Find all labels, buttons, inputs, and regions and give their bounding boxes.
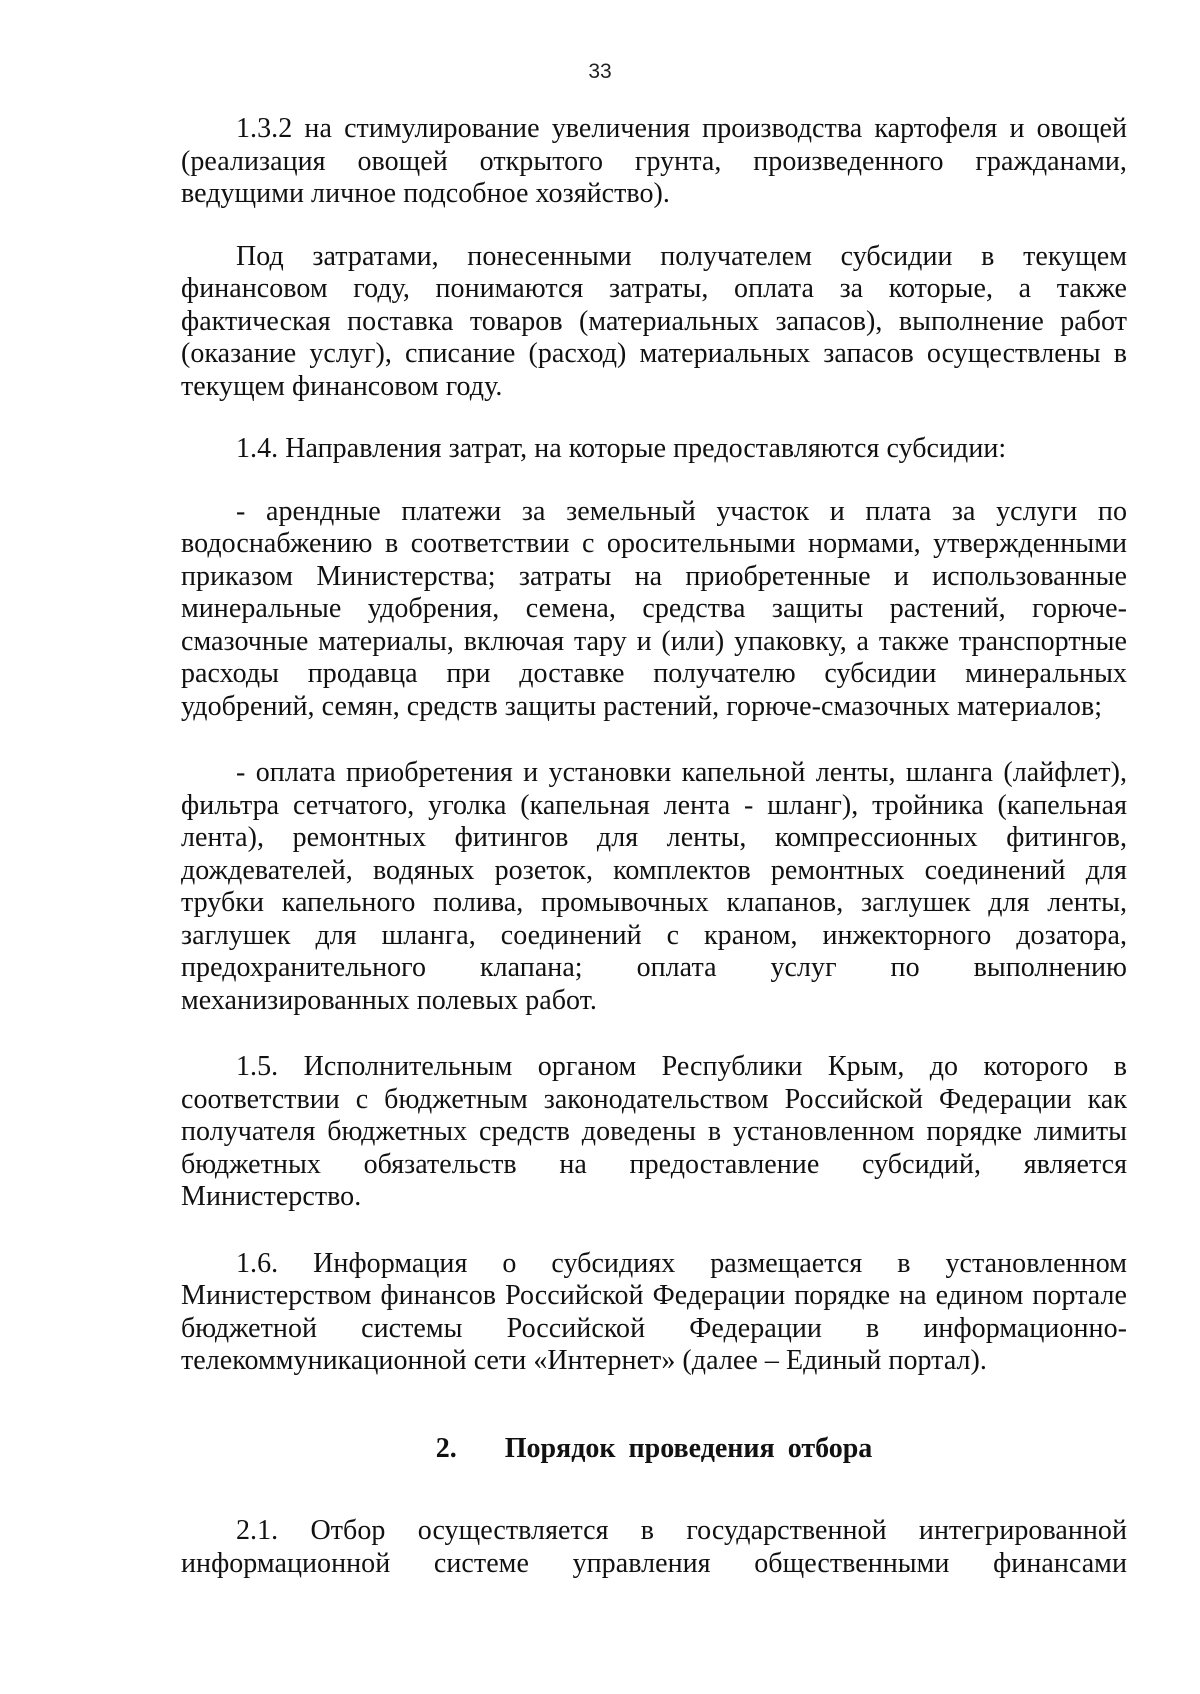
- paragraph-1-3-2: 1.3.2 на стимулирование увеличения производства картофеля и овощей (реализация овощей открытого грунта, произведенного гражданами, ведущими личное подсобное хозяйство).: [181, 113, 1127, 209]
- section-title: Порядок проведения отбора: [504, 1432, 873, 1464]
- paragraph-1-5: 1.5. Исполнительным органом Республики Крым, до которого в соответствии с бюджетным законодательством Российской Федерации как получателя бюджетных средств доведены в установленном порядке лимиты бюджетных обязательств на предоставление субсидий, является Министерство.: [181, 1051, 1127, 1212]
- paragraph-cost-item-rent: - арендные платежи за земельный участок и плата за услуги по водоснабжению в соответствии с оросительными нормами, утвержденными приказом Министерства; затраты на приобретенные и использованные минеральные удобрения, семена, средства защиты растений, горюче-смазочные материалы, включая тару и (или) упаковку, а также транспортные расходы продавца при доставке получателю субсидии минеральных удобрений, семян, средств защиты растений, горюче-смазочных материалов;: [181, 495, 1127, 722]
- paragraph-1-4: 1.4. Направления затрат, на которые предоставляются субсидии:: [236, 433, 1007, 464]
- document-body: [181, 113, 1127, 1580]
- section-heading: [181, 1433, 1127, 1466]
- paragraph-costs-definition: Под затратами, понесенными получателем субсидии в текущем финансовом году, понимаются затраты, оплата за которые, а также фактическая поставка товаров (материальных запасов), выполнение работ (оказание услуг), списание (расход) материальных запасов осуществлены в текущем финансовом году.: [181, 240, 1127, 402]
- paragraph-1-6: 1.6. Информация о субсидиях размещается в установленном Министерством финансов Российской Федерации порядке на едином портале бюджетной системы Российской Федерации в информационно-телекоммуникационной сети «Интернет» (далее – Единый портал).: [181, 1247, 1127, 1376]
- page-number: 33: [588, 60, 612, 83]
- paragraph-cost-item-drip: - оплата приобретения и установки капельной ленты, шланга (лайфлет), фильтра сетчатого, уголка (капельная лента - шланг), тройника (капельная лента), ремонтных фитингов для ленты, компрессионных фитингов, дождевателей, водяных розеток, комплектов ремонтных соединений для трубки капельного полива, промывочных клапанов, заглушек для ленты, заглушек для шланга, соединений с краном, инжекторного дозатора, предохранительного клапана; оплата услуг по выполнению механизированных полевых работ.: [181, 757, 1127, 1016]
- paragraph-2-1: 2.1. Отбор осуществляется в государственной интегрированной информационной системе управления общественными финансами: [181, 1515, 1127, 1579]
- section-number: 2.: [435, 1432, 457, 1464]
